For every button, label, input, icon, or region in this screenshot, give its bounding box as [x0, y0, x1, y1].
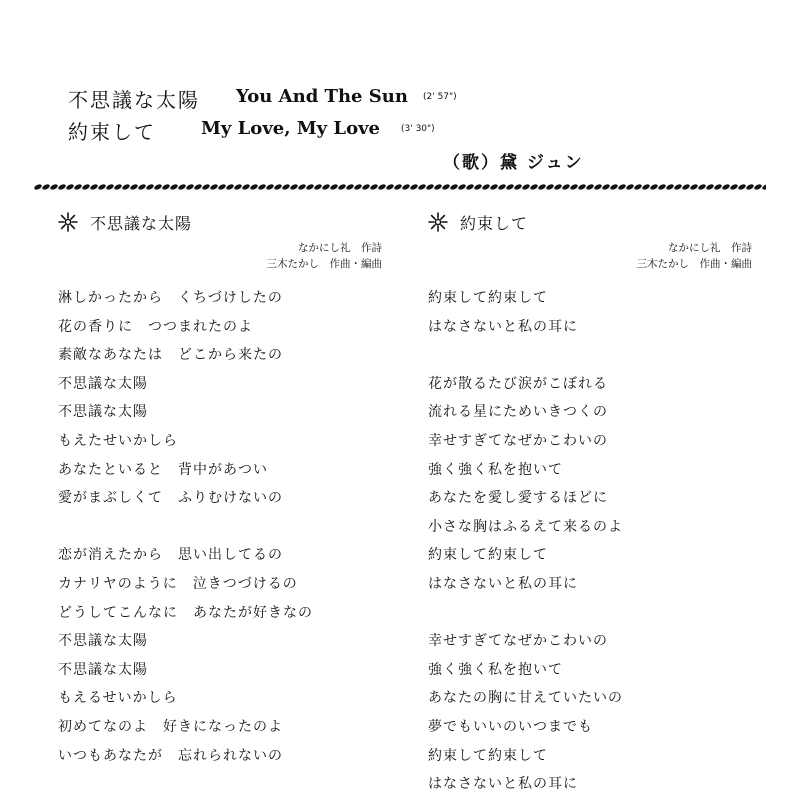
lyric-line: 不思議な太陽: [58, 375, 148, 392]
lyric-line: 素敵なあなたは どこから来たの: [58, 347, 283, 364]
lyric-line: カナリヤのように 泣きつづけるの: [58, 575, 298, 592]
lyric-line: もえたせいかしら: [58, 432, 178, 449]
stanza-gap: [428, 599, 758, 628]
left-lyrics: [58, 284, 388, 770]
title-line-song1: [68, 84, 457, 113]
lyric-line: 幸せすぎてなぜかこわいの: [428, 633, 608, 650]
singer-credit: （歌）黛 ジュン: [443, 153, 584, 173]
right-lyrics: [428, 284, 758, 799]
right-credits: [428, 240, 758, 272]
title-line-song2: [68, 116, 435, 145]
right-credit-music: 三木たかし 作曲・編曲: [636, 258, 752, 270]
left-credits: [58, 240, 388, 272]
song1-jp-title: 不思議な太陽: [68, 88, 200, 112]
left-credit-music: 三木たかし 作曲・編曲: [266, 258, 382, 270]
song1-duration: (2' 57"): [423, 92, 457, 102]
right-song-heading: [428, 208, 758, 236]
left-song-heading: [58, 208, 388, 236]
song2-jp-title: 約束して: [68, 120, 156, 144]
lyric-line: 流れる星にためいきつくの: [428, 404, 608, 421]
song1-en-title: You And The Sun: [236, 86, 408, 107]
left-credit-lyrics: なかにし礼 作詩: [298, 242, 382, 254]
lyric-line: 不思議な太陽: [58, 633, 148, 650]
lyric-line: 約束して約束して: [428, 547, 548, 564]
lyric-line: 不思議な太陽: [58, 661, 148, 678]
stanza-gap: [428, 341, 758, 370]
lyric-line: 愛がまぶしくて ふりむけないの: [58, 490, 283, 507]
lyric-line: はなさないと私の耳に: [428, 776, 578, 793]
stanza-gap: [58, 513, 388, 542]
lyric-line: 幸せすぎてなぜかこわいの: [428, 432, 608, 449]
song2-duration: (3' 30"): [401, 124, 435, 134]
lyric-line: 約束して約束して: [428, 290, 548, 306]
lyric-line: あなたを愛し愛するほどに: [428, 490, 608, 507]
lyric-line: 恋が消えたから 思い出してるの: [58, 547, 283, 564]
flower-icon: [428, 212, 448, 232]
lyric-line: あなたといると 背中があつい: [58, 461, 268, 478]
lyric-line: 約束して約束して: [428, 747, 548, 764]
lyric-line: 不思議な太陽: [58, 404, 148, 421]
lyric-line: 強く強く私を抱いて: [428, 661, 563, 678]
right-credit-lyrics: なかにし礼 作詩: [668, 242, 752, 254]
song2-en-title: My Love, My Love: [201, 118, 380, 139]
lyric-line: 淋しかったから くちづけしたの: [58, 290, 283, 306]
lyric-line: 夢でもいいのいつまでも: [428, 718, 593, 735]
left-song-title: 不思議な太陽: [90, 213, 193, 233]
rope-divider: [34, 182, 766, 192]
lyric-line: 初めてなのよ 好きになったのよ: [58, 718, 283, 735]
right-song-title: 約束して: [460, 213, 529, 233]
lyric-line: どうしてこんなに あなたが好きなの: [58, 604, 313, 621]
lyric-line: はなさないと私の耳に: [428, 318, 578, 335]
flower-icon: [58, 212, 78, 232]
lyric-line: 小さな胸はふるえて来るのよ: [428, 518, 623, 535]
lyric-line: いつもあなたが 忘れられないの: [58, 747, 283, 764]
lyric-line: 花が散るたび涙がこぼれる: [428, 375, 608, 392]
right-lyrics-column: [428, 208, 758, 799]
lyric-line: はなさないと私の耳に: [428, 575, 578, 592]
lyric-line: 花の香りに つつまれたのよ: [58, 318, 253, 335]
lyric-line: もえるせいかしら: [58, 690, 178, 707]
lyric-line: あなたの胸に甘えていたいの: [428, 690, 623, 707]
lyric-line: 強く強く私を抱いて: [428, 461, 563, 478]
left-lyrics-column: [58, 208, 388, 770]
